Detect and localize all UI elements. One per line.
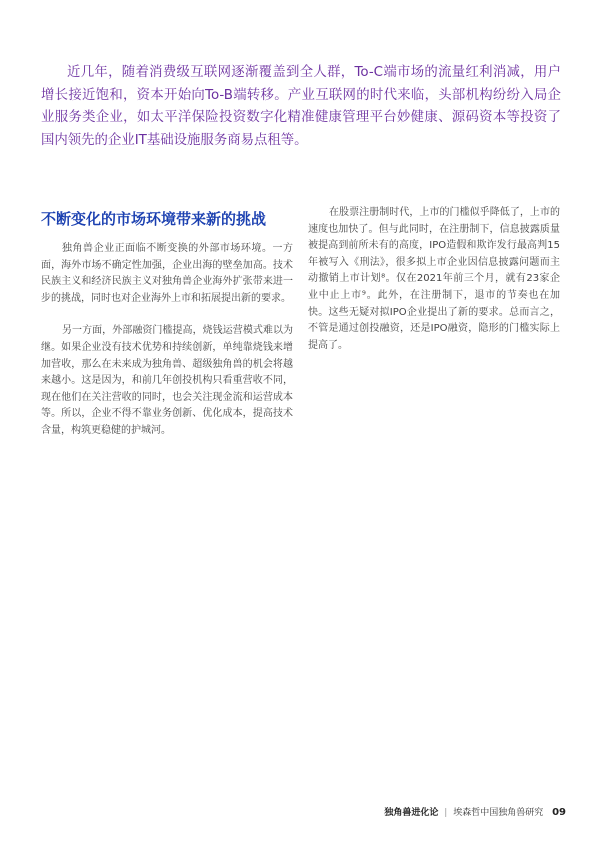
body-paragraph: 另一方面，外部融资门槛提高，烧钱运营模式难以为继。如果企业没有技术优势和持续创新，单纯靠烧钱来增加营收，那么在未来成为独角兽、超级独角兽的机会将越来越小。这是因为，和前几年创投机构只看重营收不同，现在他们在关注营收的同时，也会关注现金流和运营成本等。所以，企业不得不靠业务创新、优化成本，提高技术含量，构筑更稳健的护城河。 bbox=[41, 325, 293, 436]
body-paragraph: 在股票注册制时代，上市的门槛似乎降低了，上市的速度也加快了。但与此同时，在注册制下，信息披露质量被提高到前所未有的高度，IPO造假和欺诈发行最高判15年被写入《刑法》，很多拟上市企业因信息披露问题而主动撤销上市计划⁸。仅在2021年前三个月，就有23家企业中止上市⁹。此外，在注册制下，退市的节奏也在加快。这些无疑对拟IPO企业提出了新的要求。总而言之，不管是通过创投融资，还是IPO融资，隐形的门槛实际上提高了。 bbox=[308, 207, 560, 351]
page-number: 09 bbox=[552, 807, 566, 818]
body-paragraph: 独角兽企业正面临不断变换的外部市场环境。一方面，海外市场不确定性加强，企业出海的壁垒加高。技术民族主义和经济民族主义对独角兽企业海外扩张带来进一步的挑战，同时也对企业海外上市和拓展提出新的要求。 bbox=[41, 243, 293, 304]
footer-brand: 独角兽进化论 bbox=[384, 808, 439, 818]
footer-separator: | bbox=[444, 808, 448, 818]
lead-paragraph: 近几年，随着消费级互联网逐渐覆盖到全人群，To-C端市场的流量红利消减，用户增长接近饱和，资本开始向To-B端转移。产业互联网的时代来临，头部机构纷纷入局企业服务类企业，如太平洋保险投资数字化精准健康管理平台妙健康、源码资本等投资了国内领先的企业IT基础设施服务商易点租等。 bbox=[41, 65, 561, 148]
footer-subtitle: 埃森哲中国独角兽研究 bbox=[453, 808, 544, 818]
section-title: 不断变化的市场环境带来新的挑战 bbox=[41, 210, 267, 228]
left-column bbox=[41, 241, 293, 456]
page-footer bbox=[384, 806, 566, 820]
right-column bbox=[308, 205, 560, 370]
